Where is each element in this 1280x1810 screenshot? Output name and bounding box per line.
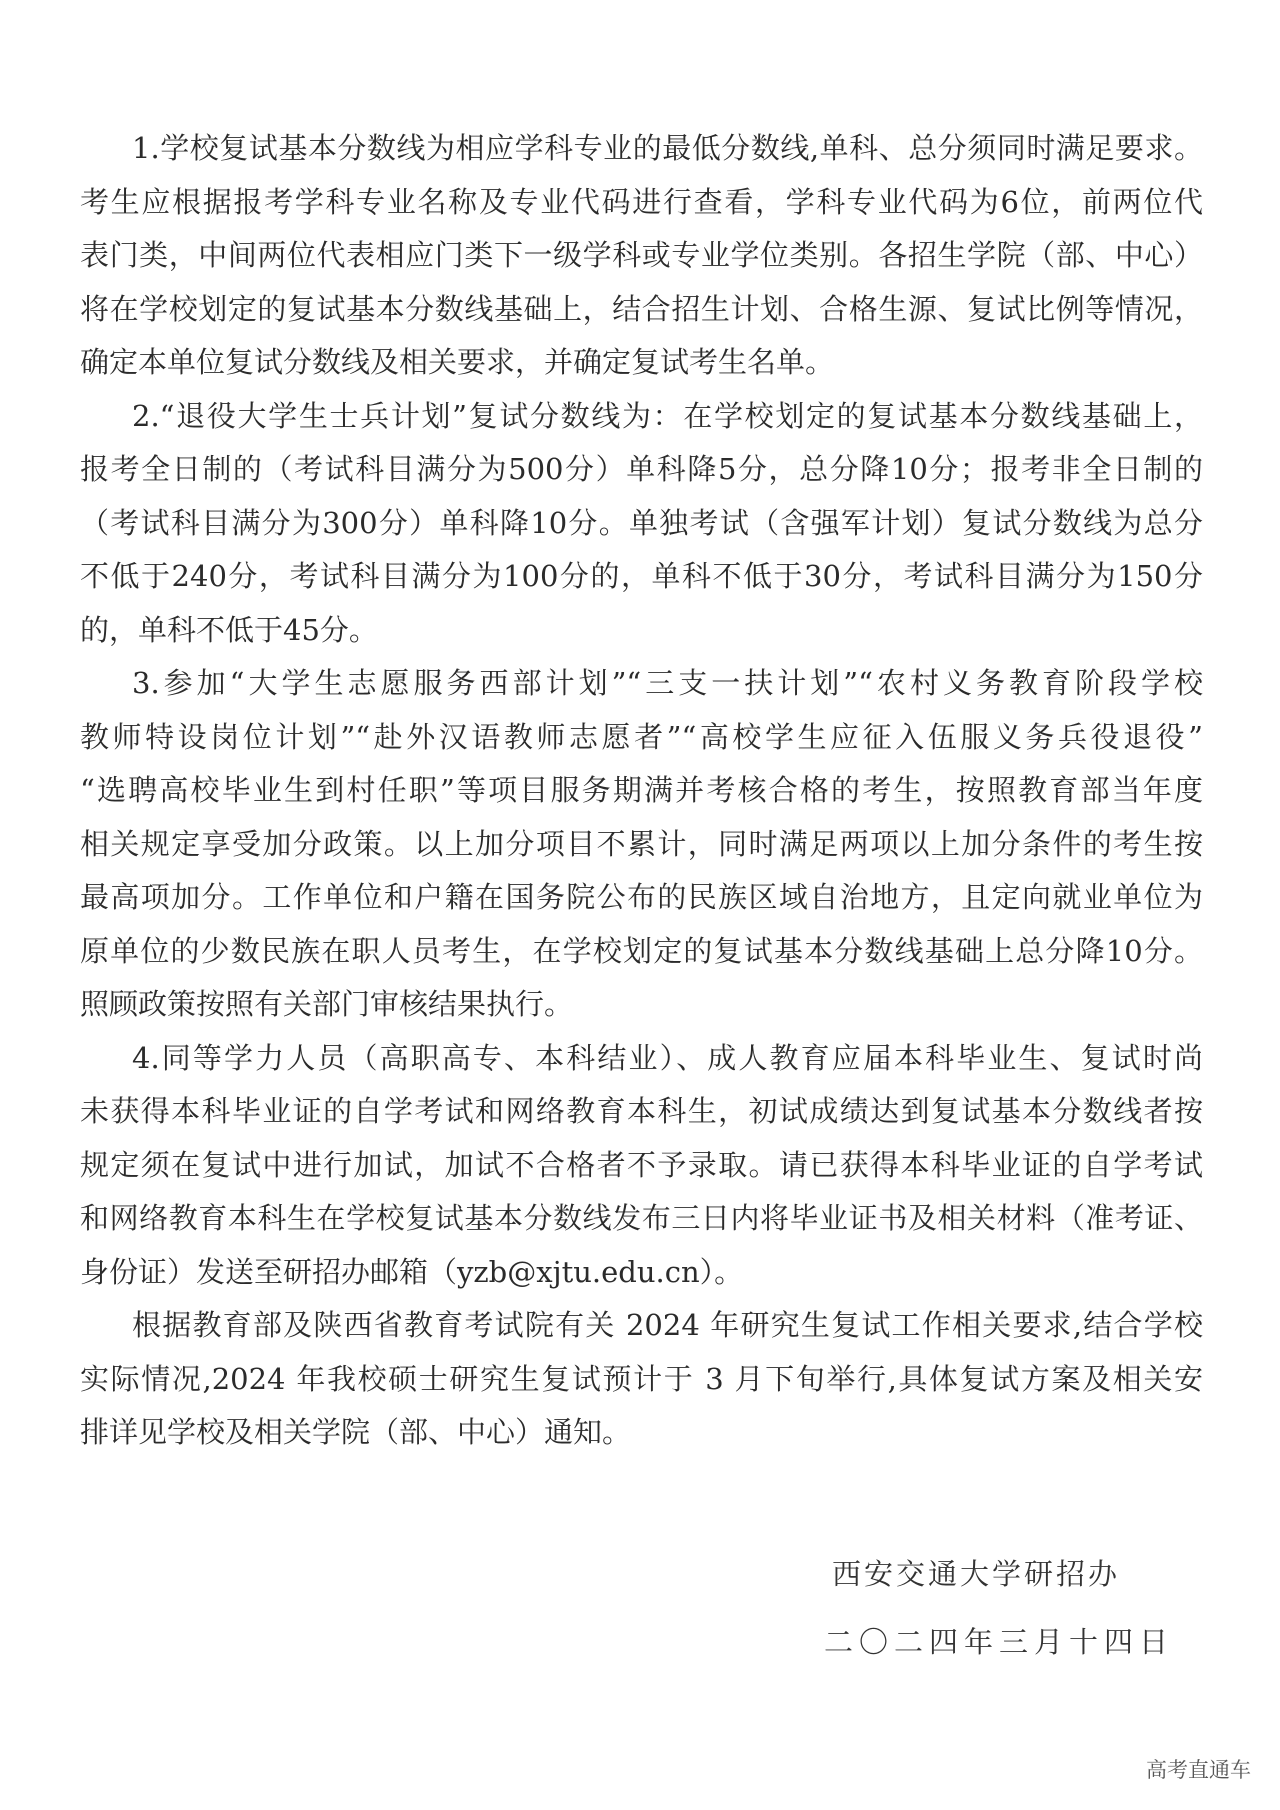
text-line: 实际情况,2024 年我校硕士研究生复试预计于 3 月下旬举行,具体复试方案及相关安 [80,1361,1203,1396]
text-line: 1.学校复试基本分数线为相应学科专业的最低分数线,单科、总分须同时满足要求。 [132,131,1203,165]
text-line: 报考全日制的（考试科目满分为500分）单科降5分，总分降10分；报考非全日制的 [80,452,1203,486]
text-line: （考试科目满分为300分）单科降10分。单独考试（含强军计划）复试分数线为总分 [80,505,1203,540]
text-line: 2.“退役大学生士兵计划”复试分数线为：在学校划定的复试基本分数线基础上， [132,398,1203,433]
text-line: 3.参加“大学生志愿服务西部计划”“三支一扶计划”“农村义务教育阶段学校 [132,666,1203,700]
text-line: 未获得本科毕业证的自学考试和网络教育本科生，初试成绩达到复试基本分数线者按 [80,1094,1203,1128]
text-line: 4.同等学力人员（高职高专、本科结业）、成人教育应届本科毕业生、复试时尚 [132,1040,1203,1075]
paragraph [80,1299,1203,1460]
text-line: 不低于240分，考试科目满分为100分的，单科不低于30分，考试科目满分为150分 [80,559,1203,593]
signature-org: 西安交通大学研招办 [832,1557,1121,1591]
text-line: 教师特设岗位计划”“赴外汉语教师志愿者”“高校学生应征入伍服义务兵役退役” [80,719,1203,754]
text-line: 和网络教育本科生在学校复试基本分数线发布三日内将毕业证书及相关材料（准考证、 [80,1201,1203,1235]
text-line: 排详见学校及相关学院（部、中心）通知。 [80,1415,632,1449]
text-line: “选聘高校毕业生到村任职”等项目服务期满并考核合格的考生，按照教育部当年度 [80,773,1203,807]
text-line: 相关规定享受加分政策。以上加分项目不累计，同时满足两项以上加分条件的考生按 [80,826,1203,861]
text-line: 最高项加分。工作单位和户籍在国务院公布的民族区域自治地方，且定向就业单位为 [80,880,1203,914]
text-line: 照顾政策按照有关部门审核结果执行。 [80,987,574,1021]
document-body [80,122,1203,1460]
paragraph [80,657,1203,1032]
text-line: 确定本单位复试分数线及相关要求，并确定复试考生名单。 [80,345,835,379]
text-line: 身份证）发送至研招办邮箱（yzb@xjtu.edu.cn）。 [80,1254,744,1289]
text-line: 根据教育部及陕西省教育考试院有关 2024 年研究生复试工作相关要求,结合学校 [132,1308,1203,1342]
text-line: 规定须在复试中进行加试，加试不合格者不予录取。请已获得本科毕业证的自学考试 [80,1147,1203,1182]
watermark: 高考直通车 [1146,1758,1251,1782]
paragraph [80,390,1203,658]
text-line: 表门类，中间两位代表相应门类下一级学科或专业学位类别。各招生学院（部、中心） [80,238,1203,272]
text-line: 考生应根据报考学科专业名称及专业代码进行查看，学科专业代码为6位，前两位代 [80,184,1203,219]
paragraph [80,122,1203,390]
text-line: 原单位的少数民族在职人员考生，在学校划定的复试基本分数线基础上总分降10分。 [80,933,1203,968]
text-line: 将在学校划定的复试基本分数线基础上，结合招生计划、合格生源、复试比例等情况， [80,291,1203,326]
paragraph [80,1032,1203,1300]
signature-date: 二〇二四年三月十四日 [824,1625,1175,1659]
text-line: 的，单科不低于45分。 [80,612,378,647]
